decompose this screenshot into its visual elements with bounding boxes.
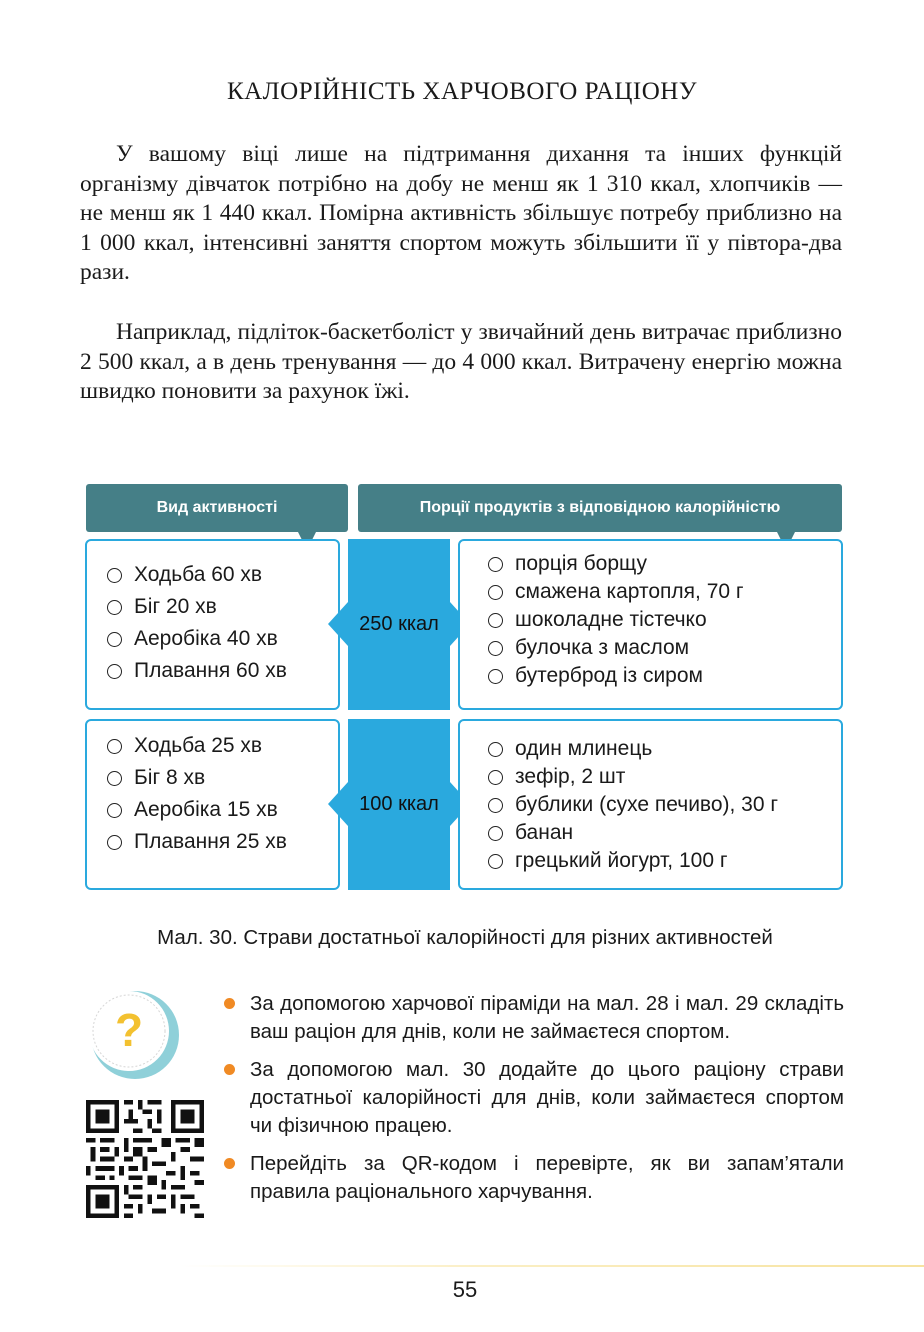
list-item: Перейдіть за QR-кодом і перевірте, як ви запам’ятали правила раціонального харчування. bbox=[222, 1150, 844, 1206]
list-item: шоколадне тістечко bbox=[488, 606, 841, 634]
list-item: один млинець bbox=[488, 735, 841, 763]
list-item: бутерброд із сиром bbox=[488, 662, 841, 690]
circle-bullet-icon bbox=[107, 600, 122, 615]
circle-bullet-icon bbox=[107, 771, 122, 786]
figure-caption: Мал. 30. Страви достатньої калорійності для різних активностей bbox=[157, 926, 773, 949]
header-products: Порції продуктів з відповідною калорійністю bbox=[358, 484, 842, 532]
circle-bullet-icon bbox=[107, 803, 122, 818]
products-box-250 bbox=[458, 539, 843, 710]
list-item: смажена картопля, 70 г bbox=[488, 578, 841, 606]
circle-bullet-icon bbox=[488, 854, 503, 869]
activity-box-100 bbox=[85, 719, 340, 890]
kcal-label-250: 250 ккал bbox=[348, 602, 450, 646]
circle-bullet-icon bbox=[107, 632, 122, 647]
question-mark: ? bbox=[114, 1004, 144, 1056]
list-item: банан bbox=[488, 819, 841, 847]
qr-code[interactable] bbox=[86, 1100, 204, 1218]
circle-bullet-icon bbox=[488, 669, 503, 684]
list-item: Аеробіка 15 хв bbox=[107, 794, 338, 826]
circle-bullet-icon bbox=[488, 557, 503, 572]
bullet-icon bbox=[224, 1064, 235, 1075]
paragraph-2: Наприклад, підліток-баскетболіст у звичайний день витрачає приблизно 2 500 ккал, а в день тренування — до 4 000 ккал. Витрачену енергію можна швидко поновити за рахунок їжі. bbox=[80, 319, 842, 404]
task-list bbox=[222, 990, 844, 1216]
page-number: 55 bbox=[452, 1277, 478, 1302]
list-item: Аеробіка 40 хв bbox=[107, 623, 338, 655]
list-item: грецький йогурт, 100 г bbox=[488, 847, 841, 875]
list-item: За допомогою мал. 30 додайте до цього раціону страви достатньої калорійності для днів, коли займаєтеся спортом чи фізичною працею. bbox=[222, 1056, 844, 1140]
page-title: КАЛОРІЙНІСТЬ ХАРЧОВОГО РАЦІОНУ bbox=[226, 78, 698, 105]
list-item: порція борщу bbox=[488, 550, 841, 578]
circle-bullet-icon bbox=[488, 798, 503, 813]
list-item: Ходьба 25 хв bbox=[107, 730, 338, 762]
list-item: За допомогою харчової піраміди на мал. 28 і мал. 29 складіть ваш раціон для днів, коли не займаєтеся спортом. bbox=[222, 990, 844, 1046]
list-item: булочка з маслом bbox=[488, 634, 841, 662]
paragraph-1: У вашому віці лише на підтримання дихання та інших функцій організму дівчаток потрібно на добу не менш як 1 310 ккал, хлопчиків — не менш як 1 440 ккал. Помірна активність збільшує потребу приблизно на 1 000 ккал, інтенсивні заняття спортом можуть збільшити її у півтора-два рази. bbox=[80, 141, 842, 285]
products-box-100 bbox=[458, 719, 843, 890]
circle-bullet-icon bbox=[107, 739, 122, 754]
circle-bullet-icon bbox=[488, 613, 503, 628]
kcal-label-100: 100 ккал bbox=[348, 782, 450, 826]
list-item: зефір, 2 шт bbox=[488, 763, 841, 791]
circle-bullet-icon bbox=[488, 742, 503, 757]
circle-bullet-icon bbox=[107, 568, 122, 583]
activity-box-250 bbox=[85, 539, 340, 710]
circle-bullet-icon bbox=[488, 641, 503, 656]
kcal-arrow-left bbox=[328, 782, 348, 826]
list-item: Біг 20 хв bbox=[107, 591, 338, 623]
header-activity: Вид активності bbox=[86, 484, 348, 532]
question-icon bbox=[86, 988, 180, 1082]
footer-divider bbox=[180, 1265, 924, 1267]
list-item: Ходьба 60 хв bbox=[107, 559, 338, 591]
list-item: Плавання 60 хв bbox=[107, 655, 338, 687]
bullet-icon bbox=[224, 1158, 235, 1169]
circle-bullet-icon bbox=[488, 826, 503, 841]
circle-bullet-icon bbox=[107, 835, 122, 850]
list-item: Біг 8 хв bbox=[107, 762, 338, 794]
list-item: бублики (сухе печиво), 30 г bbox=[488, 791, 841, 819]
circle-bullet-icon bbox=[107, 664, 122, 679]
circle-bullet-icon bbox=[488, 770, 503, 785]
circle-bullet-icon bbox=[488, 585, 503, 600]
list-item: Плавання 25 хв bbox=[107, 826, 338, 858]
bullet-icon bbox=[224, 998, 235, 1009]
kcal-arrow-left bbox=[328, 602, 348, 646]
